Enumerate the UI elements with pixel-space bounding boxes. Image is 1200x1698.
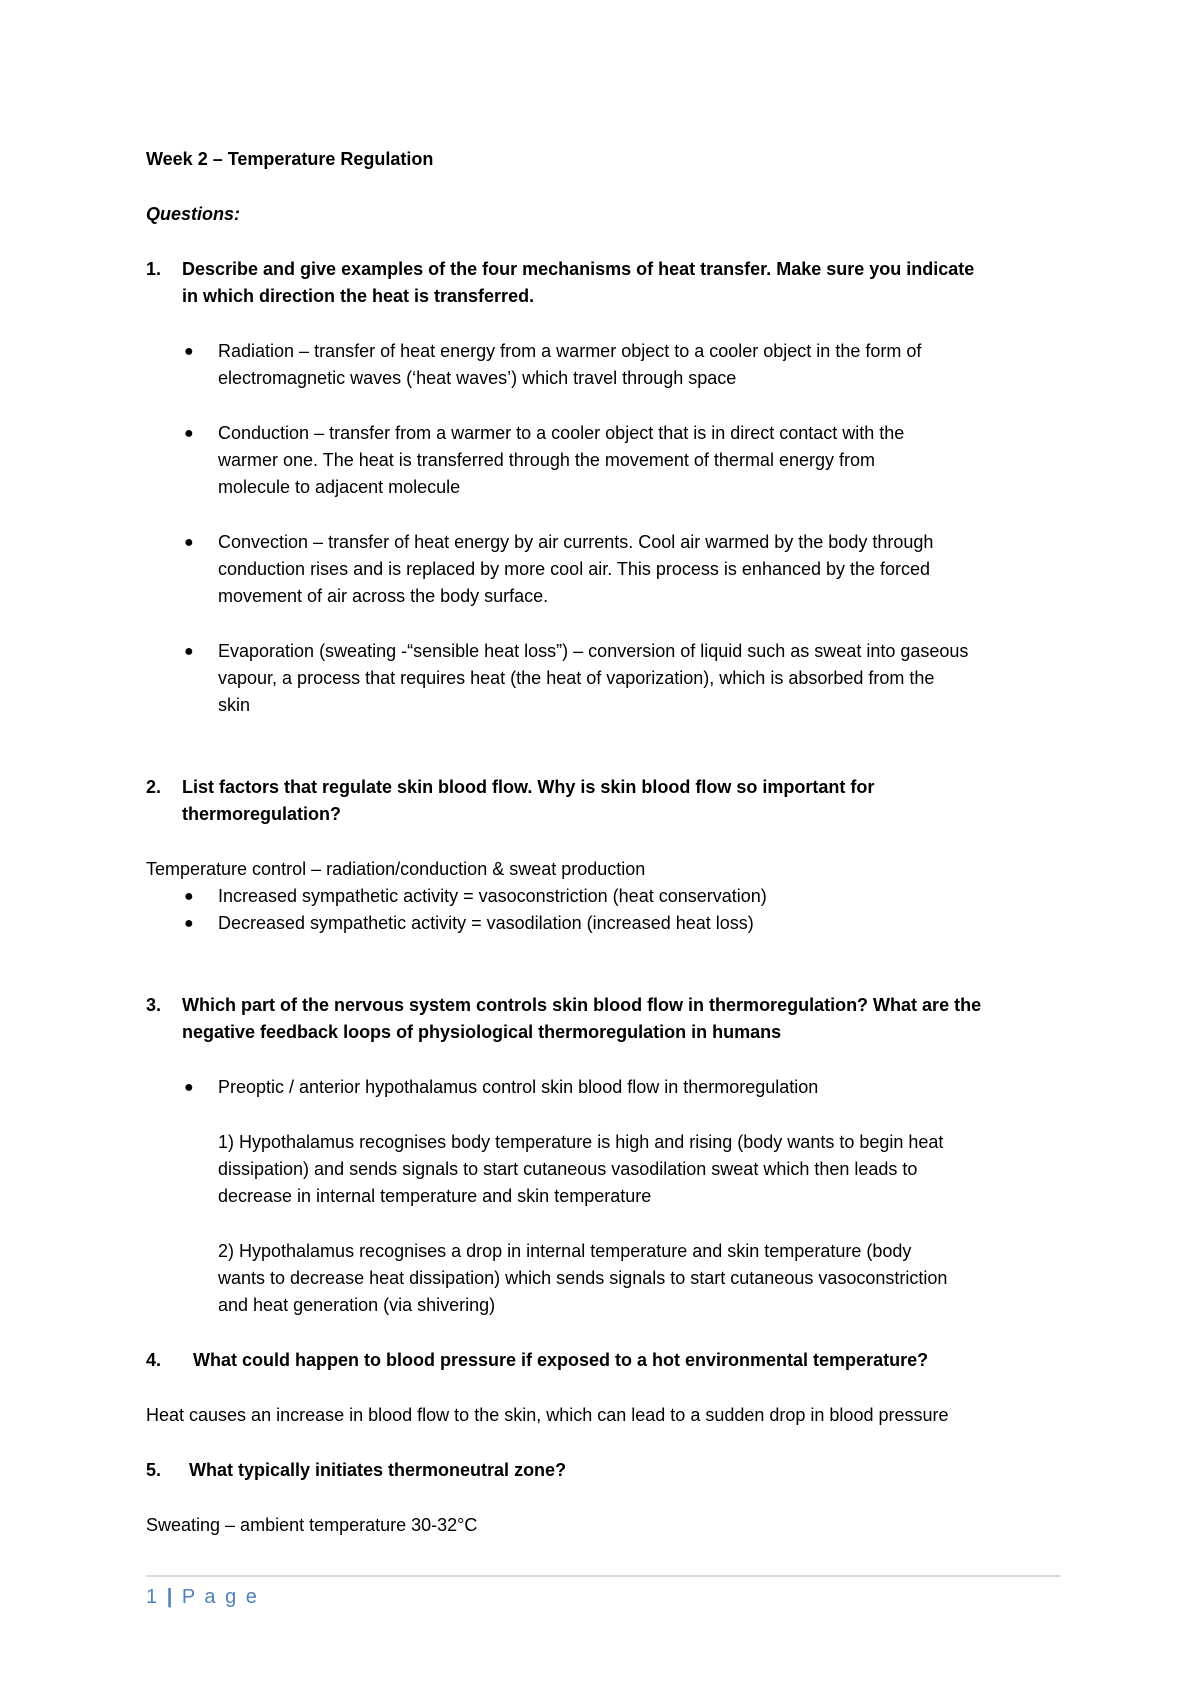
q5-number: 5.: [146, 1460, 162, 1480]
page-footer: [146, 1583, 259, 1611]
footer-page-label: P a g e: [181, 1586, 259, 1608]
q2-bullet: Decreased sympathetic activity = vasodilation (increased heat loss): [218, 913, 754, 933]
footer-page-number: 1: [146, 1586, 160, 1608]
bullet-icon: ●: [184, 425, 194, 442]
q1-question-line: Describe and give examples of the four mechanisms of heat transfer. Make sure you indicate: [182, 259, 975, 279]
q2-question-line: thermoregulation?: [182, 804, 342, 824]
q1-bullet-radiation: Radiation – transfer of heat energy from a warmer object to a cooler object in the form of: [218, 341, 922, 361]
q1-bullet-conduction: Conduction – transfer from a warmer to a cooler object that is in direct contact with the: [218, 423, 905, 443]
q5-answer: Sweating – ambient temperature 30-32°C: [146, 1515, 478, 1535]
q3-loop1-line: decrease in internal temperature and skin temperature: [218, 1186, 652, 1206]
q1-bullet-conduction: warmer one. The heat is transferred through the movement of thermal energy from: [218, 450, 875, 470]
q3-loop1-line: dissipation) and sends signals to start cutaneous vasodilation sweat which then leads to: [218, 1159, 918, 1179]
q1-bullet-convection: conduction rises and is replaced by more cool air. This process is enhanced by the forced: [218, 559, 931, 579]
q1-bullet-evaporation: Evaporation (sweating -“sensible heat loss”) – conversion of liquid such as sweat into gaseous: [218, 641, 969, 661]
q3-bullet: Preoptic / anterior hypothalamus control skin blood flow in thermoregulation: [218, 1077, 819, 1097]
bullet-icon: ●: [184, 643, 194, 660]
q5-question: What typically initiates thermoneutral zone?: [189, 1460, 567, 1480]
q3-loop2-line: wants to decrease heat dissipation) which sends signals to start cutaneous vasoconstriction: [218, 1268, 948, 1288]
bullet-icon: ●: [184, 343, 194, 360]
q1-bullet-evaporation: vapour, a process that requires heat (the heat of vaporization), which is absorbed from the: [218, 668, 935, 688]
page-title: Week 2 – Temperature Regulation: [146, 149, 434, 169]
q1-number: 1.: [146, 259, 162, 279]
q3-question-line: negative feedback loops of physiological thermoregulation in humans: [182, 1022, 782, 1042]
footer-separator: |: [166, 1586, 175, 1608]
q1-question-line: in which direction the heat is transferred.: [182, 286, 535, 306]
q2-answer: Temperature control – radiation/conduction & sweat production: [146, 859, 646, 879]
q2-bullet: Increased sympathetic activity = vasoconstriction (heat conservation): [218, 886, 767, 906]
q3-number: 3.: [146, 995, 162, 1015]
questions-label: Questions:: [146, 204, 241, 224]
q1-bullet-convection: movement of air across the body surface.: [218, 586, 549, 606]
q1-bullet-conduction: molecule to adjacent molecule: [218, 477, 461, 497]
q2-number: 2.: [146, 777, 162, 797]
q4-number: 4.: [146, 1350, 162, 1370]
q1-bullet-convection: Convection – transfer of heat energy by air currents. Cool air warmed by the body through: [218, 532, 934, 552]
q3-loop2-line: 2) Hypothalamus recognises a drop in internal temperature and skin temperature (body: [218, 1241, 912, 1261]
q3-question-line: Which part of the nervous system controls skin blood flow in thermoregulation? What are the: [182, 995, 982, 1015]
bullet-icon: ●: [184, 1079, 194, 1096]
q3-loop1-line: 1) Hypothalamus recognises body temperature is high and rising (body wants to begin heat: [218, 1132, 944, 1152]
q2-question-line: List factors that regulate skin blood flow. Why is skin blood flow so important for: [182, 777, 875, 797]
q1-bullet-evaporation: skin: [218, 695, 251, 715]
footer-divider: [146, 1575, 1060, 1577]
q3-loop2-line: and heat generation (via shivering): [218, 1295, 496, 1315]
q1-bullet-radiation: electromagnetic waves (‘heat waves’) which travel through space: [218, 368, 737, 388]
bullet-icon: ●: [184, 534, 194, 551]
bullet-icon: ●: [184, 915, 194, 932]
q4-answer: Heat causes an increase in blood flow to the skin, which can lead to a sudden drop in blood pressure: [146, 1405, 949, 1425]
q4-question: What could happen to blood pressure if exposed to a hot environmental temperature?: [193, 1350, 929, 1370]
bullet-icon: ●: [184, 888, 194, 905]
